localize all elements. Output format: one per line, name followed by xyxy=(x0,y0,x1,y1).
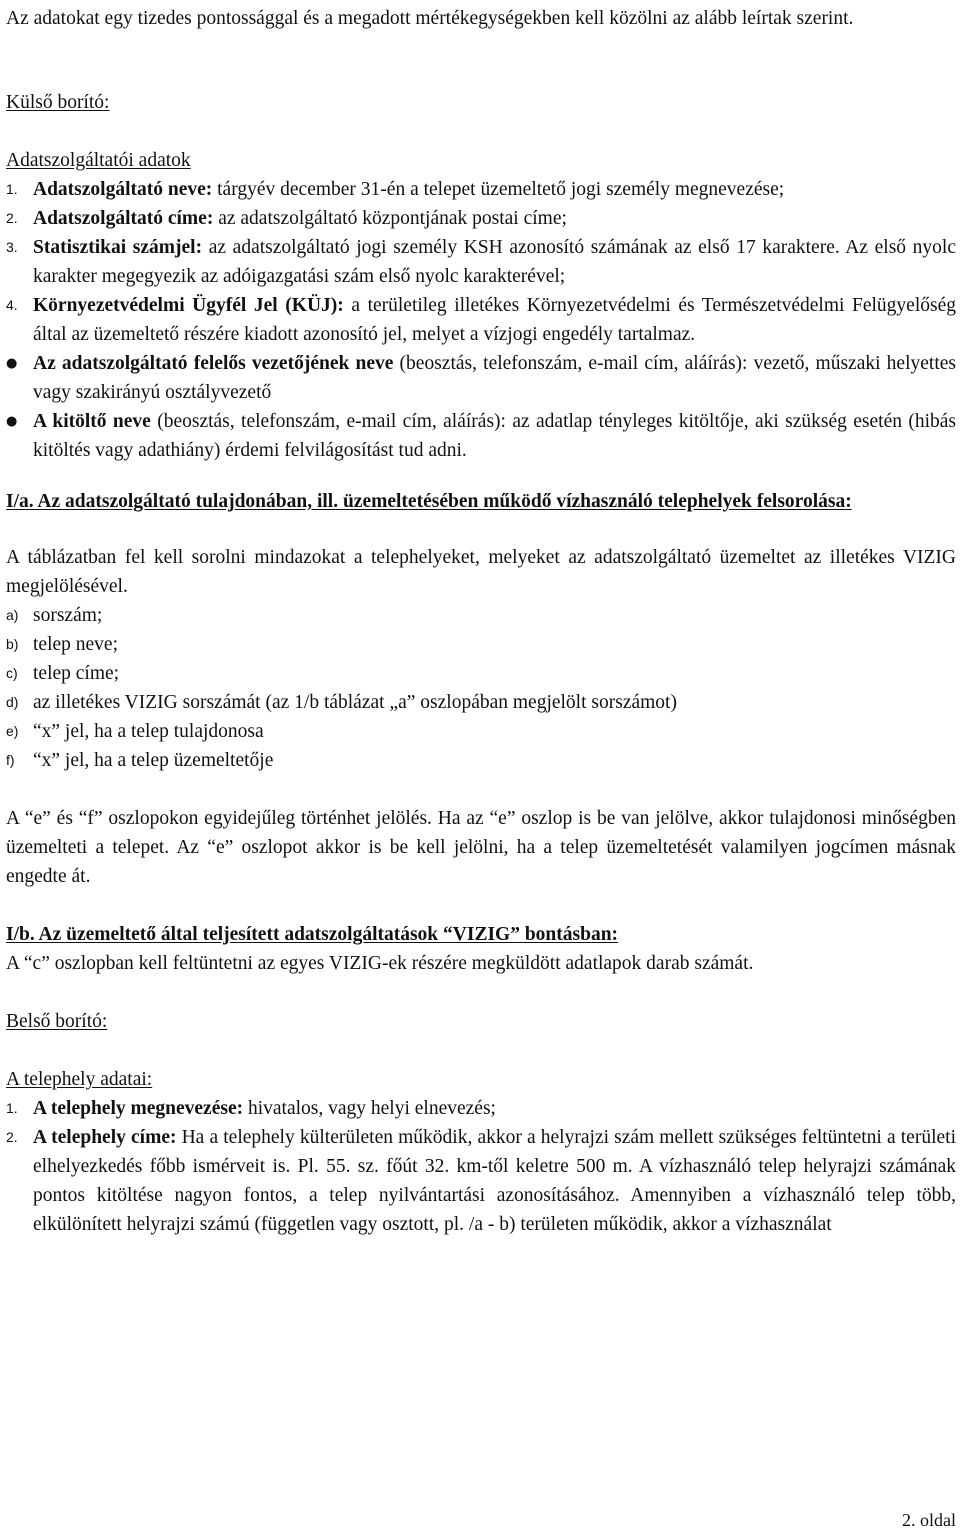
list-item: 1. Adatszolgáltató neve: tárgyév december 31-én a telepet üzemeltető jogi személy megnevezése; xyxy=(6,179,785,200)
list-item: a) sorszám; xyxy=(6,605,103,626)
spacer xyxy=(6,465,956,487)
ef-paragraph: A “e” és “f” oszlopokon egyidejűleg történhet jelölés. Ha az “e” oszlop is be van jelölve, akkor tulajdonosi minőségben üzemelteti a telepet. Az “e” oszlopot akkor is be kell jelölni, ha a telep üzemeltetését valamilyen jogcímen másnak engedte át. xyxy=(6,808,956,887)
telephely-adatai-heading: A telephely adatai: xyxy=(6,1069,153,1090)
document-page xyxy=(6,4,956,1239)
kulso-borito-heading: Külső borító: xyxy=(6,92,110,113)
bullet-item: ● Az adatszolgáltató felelős vezetőjének neve (beosztás, telefonszám, e-mail cím, aláírás): vezető, műszaki helyettes vagy szakirányú osztályvezető xyxy=(6,349,956,407)
ia-paragraph: A táblázatban fel kell sorolni mindazokat a telephelyeket, melyeket az adatszolgáltató üzemeltet az illetékes VIZIG megjelölésével. xyxy=(6,547,956,597)
ib-heading: I/b. Az üzemeltető által teljesített adatszolgáltatások “VIZIG” bontásban: xyxy=(6,924,619,945)
spacer xyxy=(6,516,956,543)
spacer xyxy=(6,33,956,88)
bullet-icon: ● xyxy=(6,414,18,429)
list-item: e) “x” jel, ha a telep tulajdonosa xyxy=(6,721,264,742)
list-item: 4. Környezetvédelmi Ügyfél Jel (KÜJ): a területileg illetékes Környezetvédelmi és Természetvédelmi Felügyelőség által az üzemeltető részére kiadott azonosító jel, melyet a vízjogi engedély tartalmaz. xyxy=(6,295,956,345)
letter-list xyxy=(6,601,956,775)
list-item: f) “x” jel, ha a telep üzemeltetője xyxy=(6,750,274,771)
intro-paragraph: Az adatokat egy tizedes pontossággal és a megadott mértékegységekben kell közölni az alább leírtak szerint. xyxy=(6,8,854,29)
ia-heading: I/a. Az adatszolgáltató tulajdonában, ill. üzemeltetésében működő vízhasználó telephelyek felsorolása: xyxy=(6,491,852,512)
spacer xyxy=(6,1036,956,1065)
bullet-icon: ● xyxy=(6,356,18,371)
adatszolgaltato-list xyxy=(6,175,956,349)
list-item: b) telep neve; xyxy=(6,634,118,655)
spacer xyxy=(6,978,956,1007)
bullet-list xyxy=(6,349,956,465)
telephely-list xyxy=(6,1094,956,1239)
list-item: 2. A telephely címe: Ha a telephely külterületen működik, akkor a helyrajzi szám mellett szükséges feltüntetni a területi elhelyezkedés főbb ismérveit is. Pl. 55. sz. főút 32. km-től keletre 500 m. A vízhasználó telep helyrajzi számának pontos kitöltése nagyon fontos, a telep nyilvántartási azonosításához. Amennyiben a vízhasználó telep több, elkülönített helyrajzi számú (független vagy osztott, pl. /a - b) területen működik, akkor a vízhasználat xyxy=(6,1127,956,1235)
spacer xyxy=(6,775,956,804)
list-item: c) telep címe; xyxy=(6,663,120,684)
page-number: 2. oldal xyxy=(902,1510,956,1530)
spacer xyxy=(6,891,956,920)
list-item: 3. Statisztikai számjel: az adatszolgáltató jogi személy KSH azonosító számának az első 17 karaktere. Az első nyolc karakter megegyezik az adóigazgatási szám első nyolc karakterével; xyxy=(6,237,956,287)
spacer xyxy=(6,117,956,146)
belso-borito-heading: Belső borító: xyxy=(6,1011,108,1032)
adatszolgaltatoi-adatok-heading: Adatszolgáltatói adatok xyxy=(6,150,191,171)
list-item: d) az illetékes VIZIG sorszámát (az 1/b táblázat „a” oszlopában megjelölt sorszámot) xyxy=(6,692,677,713)
list-item: 2. Adatszolgáltató címe: az adatszolgáltató központjának postai címe; xyxy=(6,208,567,229)
bullet-item: ● A kitöltő neve (beosztás, telefonszám, e-mail cím, aláírás): az adatlap tényleges kitöltője, aki szükség esetén (hibás kitöltés vagy adathiány) érdemi felvilágosítást tud adni. xyxy=(6,407,956,465)
ib-paragraph: A “c” oszlopban kell feltüntetni az egyes VIZIG-ek részére megküldött adatlapok darab számát. xyxy=(6,953,754,974)
list-item: 1. A telephely megnevezése: hivatalos, vagy helyi elnevezés; xyxy=(6,1098,496,1119)
